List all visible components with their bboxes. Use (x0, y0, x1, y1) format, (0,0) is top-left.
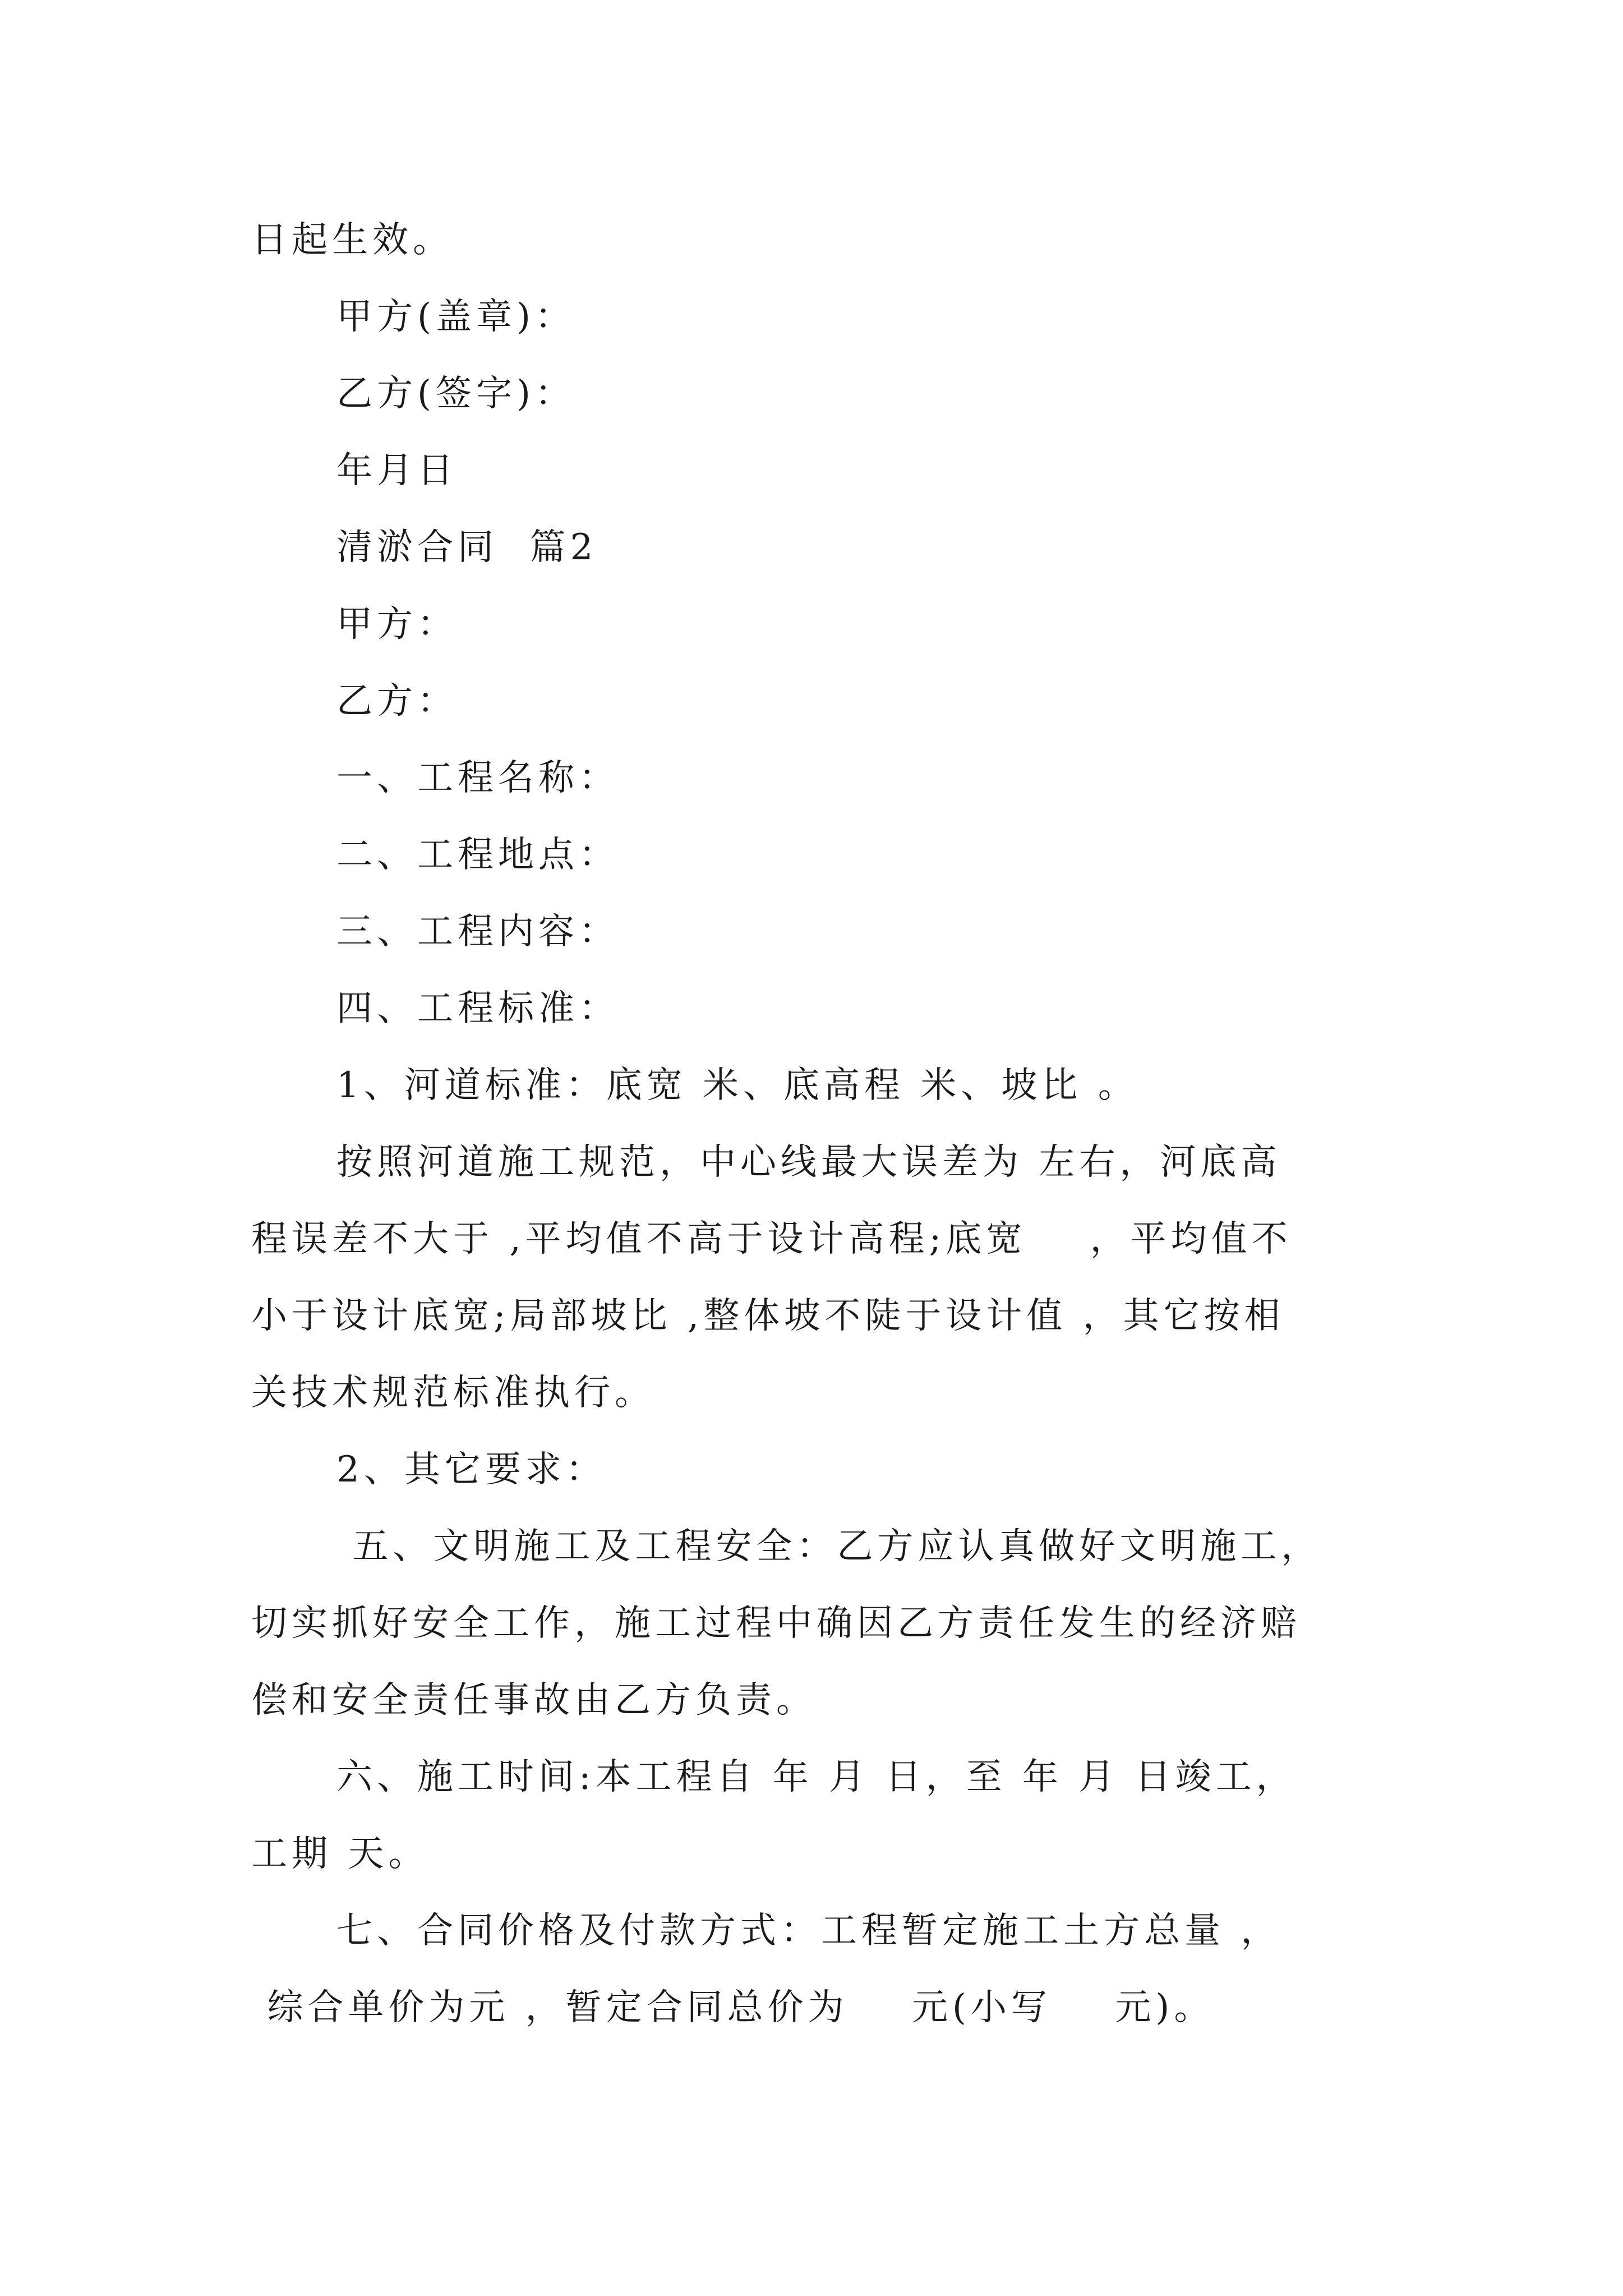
text-line: 四、工程标准： (336, 988, 619, 1029)
text-line: 乙方： (336, 680, 458, 722)
document-body (251, 202, 1378, 2046)
section-heading: 清淤合同 篇2 (336, 527, 598, 568)
text-line: 综合单价为元 ，暂定合同总价为 元(小写 元)。 (251, 1987, 1215, 2028)
text-line: 年月日 (336, 450, 458, 491)
text-line: 2、其它要求： (336, 1449, 606, 1490)
text-line: 五、文明施工及工程安全：乙方应认真做好文明施工， (336, 1526, 1322, 1567)
text-line: 乙方(签字)： (336, 373, 575, 415)
text-line: 切实抓好安全工作，施工过程中确因乙方责任发生的经济赔 (251, 1603, 1301, 1644)
text-line: 三、工程内容： (336, 911, 619, 953)
text-line: 偿和安全责任事故由乙方负责。 (251, 1680, 817, 1721)
text-line: 小于设计底宽;局部坡比 ,整体坡不陡于设计值 ，其它按相 (251, 1295, 1285, 1337)
text-line: 程误差不大于 ,平均值不高于设计高程;底宽 ，平均值不 (251, 1218, 1292, 1260)
text-line: 甲方： (336, 604, 458, 645)
text-line: 按照河道施工规范，中心线最大误差为 左右，河底高 (336, 1142, 1281, 1183)
text-line: 一、工程名称： (336, 757, 619, 799)
text-line: 甲方(盖章)： (336, 296, 575, 338)
text-line: 六、施工时间:本工程自 年 月 日，至 年 月 日竣工， (336, 1756, 1297, 1798)
text-line: 二、工程地点： (336, 834, 619, 876)
text-line: 七、合同价格及付款方式：工程暂定施工土方总量 ， (336, 1910, 1281, 1952)
text-line: 日起生效。 (251, 219, 453, 261)
text-line: 1、河道标准：底宽 米、底高程 米、坡比 。 (336, 1065, 1138, 1106)
text-line: 工期 天。 (251, 1833, 429, 1875)
text-line: 关技术规范标准执行。 (251, 1372, 655, 1414)
